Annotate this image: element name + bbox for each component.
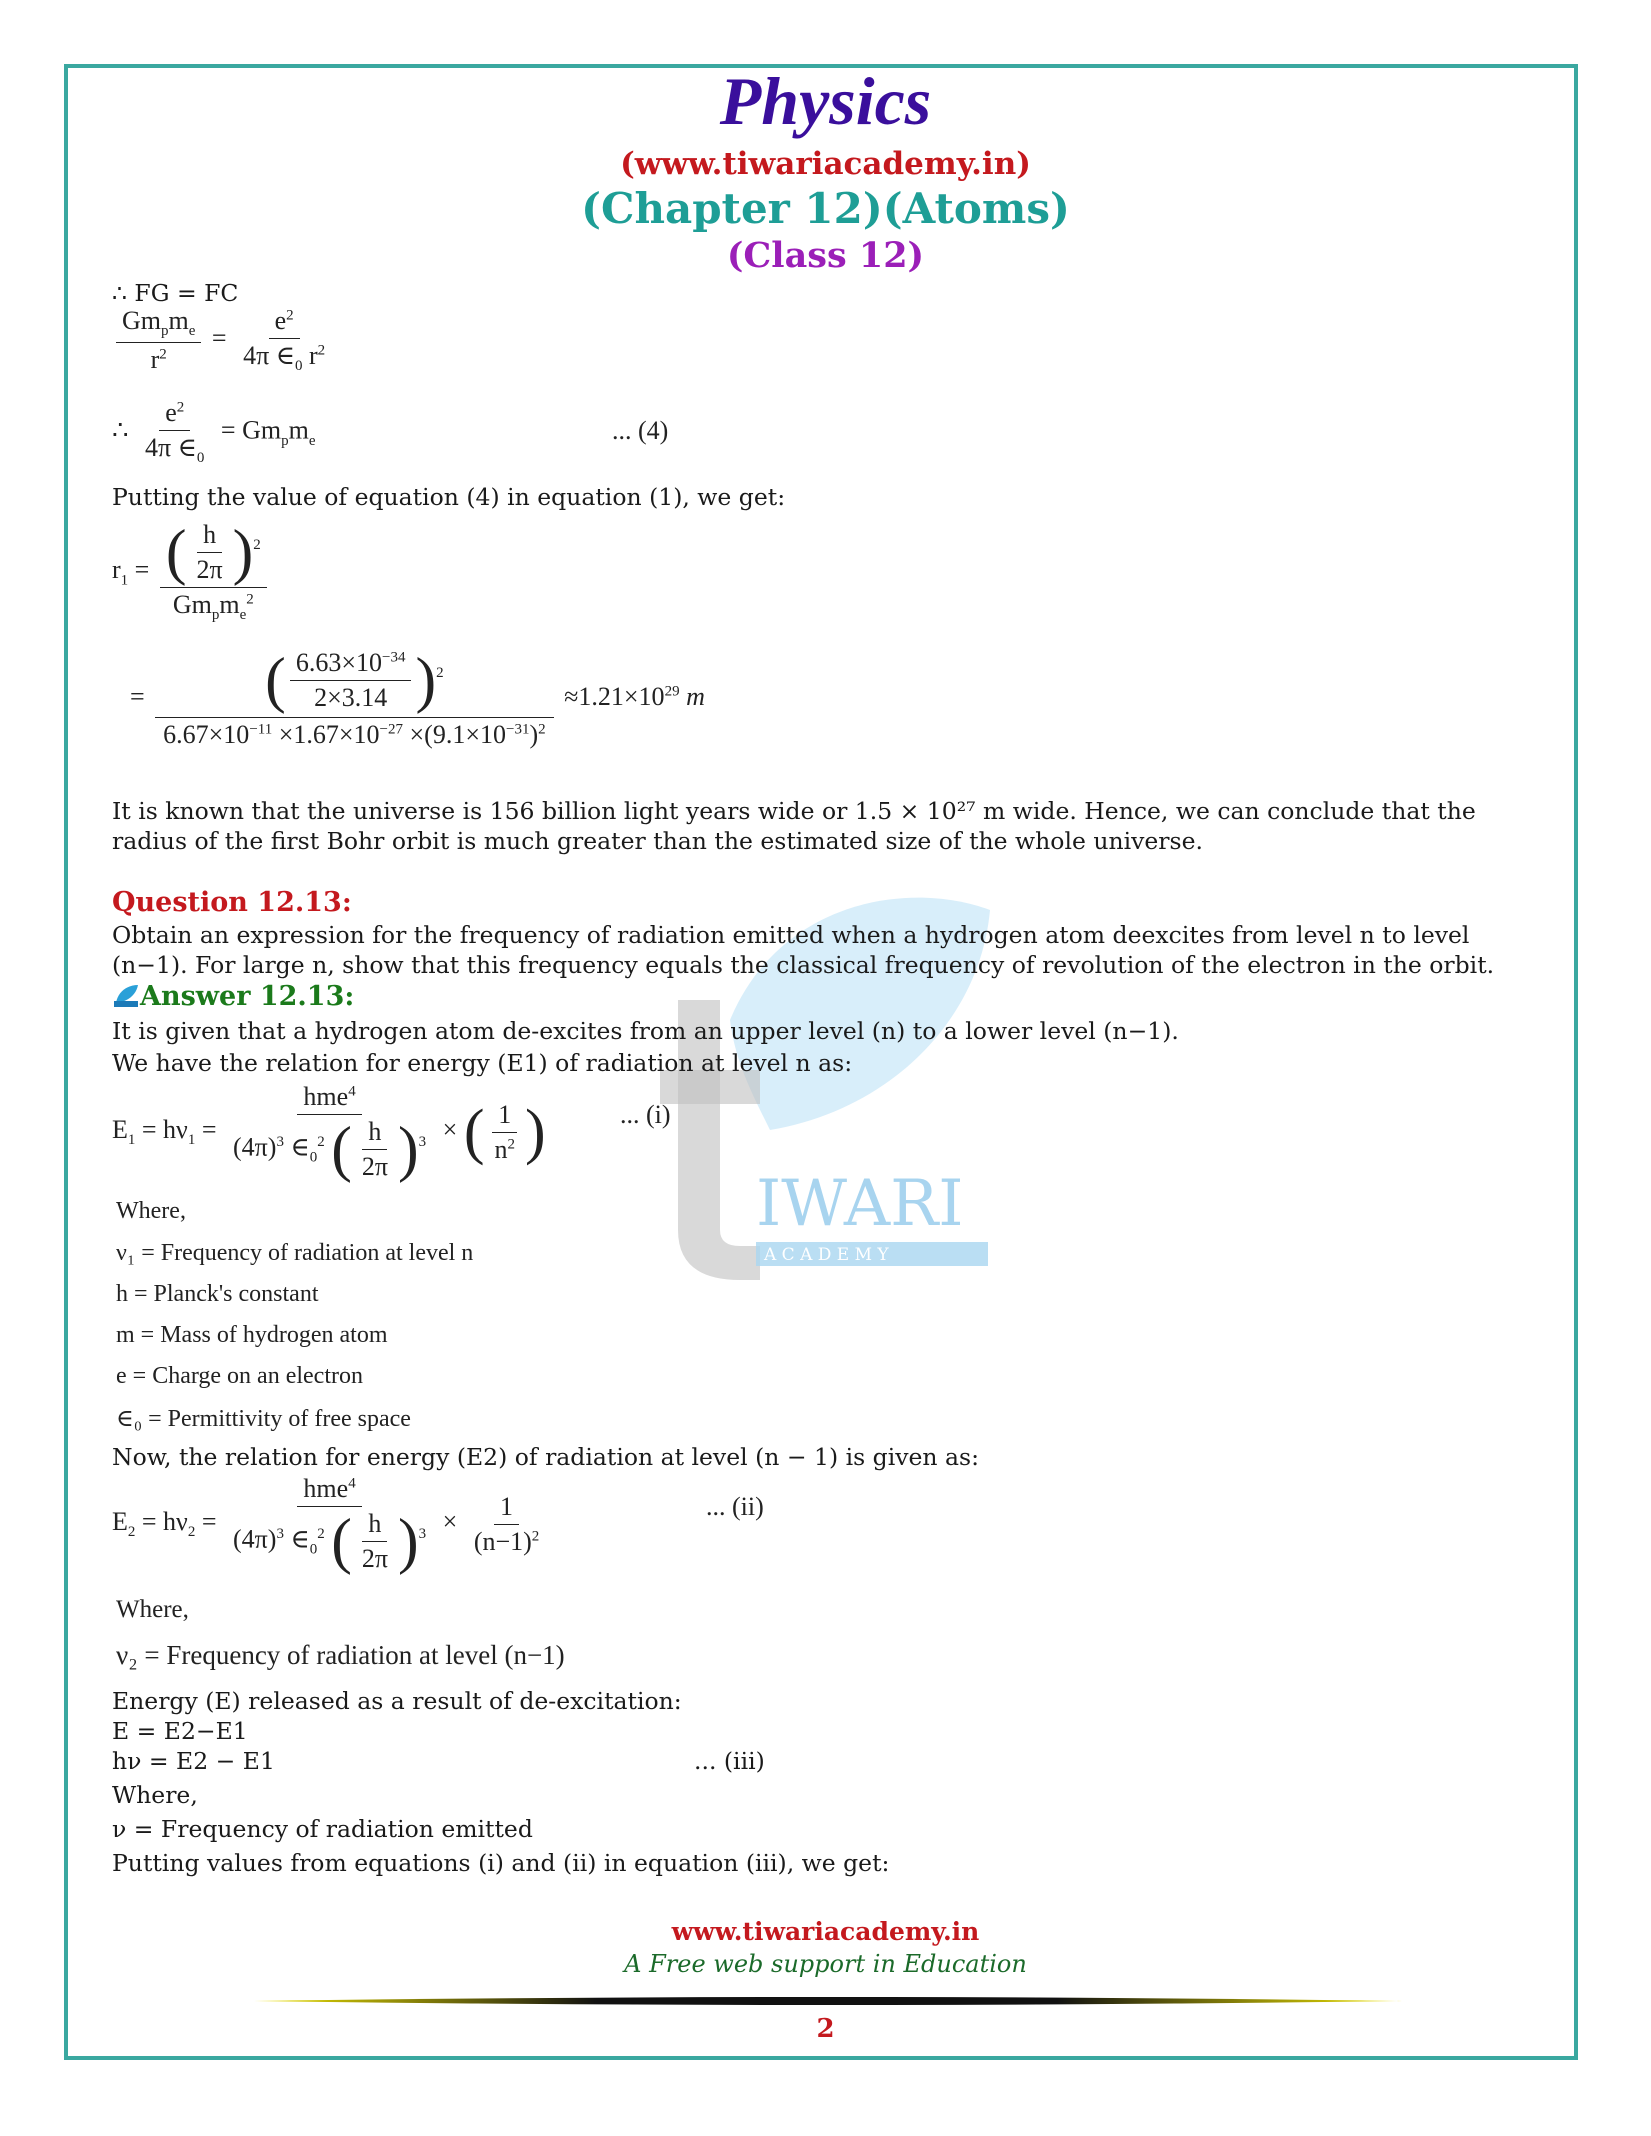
equation-ii-label: ... (ii) [706,1492,764,1521]
energy-equation: E = E2−E1 [112,1717,248,1745]
fg-equals-fc: ∴ FG = FC [112,279,239,307]
footer-divider [252,1995,1402,2007]
energy-released-text: Energy (E) released as a result of de-excitation: [112,1687,682,1715]
equation-ii: $E_2 = h\nu_2$ = hme$^4$ $(4\pi)^3$ $\in_0^2$ ( $\frac{h}{2\pi}$ )$^3$ × $\frac{1}{(n-1)^2}$ [112,1474,540,1576]
equation-4-label: ... (4) [612,416,669,445]
equation-r1-numeric: = ( $\frac{6.63\times 10^{-34}}{2\times 3.14}$ )$^2$ $6.67\times 10^{-11} \times 1.67\times 10^{-27} \times(9.1\times 10^{-31})^2$ $\approx 1.21\times 10^{29}$ m [130,646,705,749]
answer-line-2: We have the relation for energy (E1) of radiation at level n as: [112,1049,853,1077]
chapter-heading: (Chapter 12)(Atoms) [581,184,1070,233]
definition-h: h = Planck's constant [116,1281,319,1307]
r1-result-exponent: 29 [664,683,680,700]
definition-nu1: ν₁ = Frequency of radiation at level n [116,1240,474,1266]
where-label-1: Where, [116,1198,186,1224]
class-heading: (Class 12) [726,235,925,276]
putting-values-text: Putting values from equations (i) and (ii) in equation (iii), we get: [112,1849,890,1877]
equation-i-label: ... (i) [620,1100,671,1129]
definition-e: e = Charge on an electron [116,1363,363,1389]
r1-unit: m [686,681,705,711]
equation-iii-label: ... (iii) [694,1747,765,1775]
where-label-2: Where, [116,1596,189,1623]
where-label-3: Where, [112,1781,198,1809]
definition-m: m = Mass of hydrogen atom [116,1322,388,1348]
definition-nu: ν = Frequency of radiation emitted [112,1815,533,1843]
putting-4-in-1-text: Putting the value of equation (4) in equation (1), we get: [112,483,786,511]
universe-size-text: It is known that the universe is 156 billion light years wide or 1.5 × 10²⁷ m wide. Hence, we can conclude that the radius of the first Bohr orbit is much greater than the estimated size of the whole universe. [112,797,1476,855]
answer-line-1: It is given that a hydrogen atom de-excites from an upper level (n) to a lower level (n−1). [112,1017,1179,1045]
watermark-subtext: A C A D E M Y [764,1245,889,1265]
watermark-text: IWARI [756,1167,964,1241]
footer-url[interactable]: www.tiwariacademy.in [671,1917,980,1946]
question-heading: Question 12.13: [112,887,352,918]
r1-result: ≈1.21×10 [564,681,665,711]
hv-equation: hν = E2 − E1 [112,1747,275,1775]
equation-gravity-coulomb: $\frac{Gm_pm_e}{r^2}$ = $\frac{e^2}{4\pi \in_0 r^2}$ [112,306,335,375]
question-text: Obtain an expression for the frequency of radiation emitted when a hydrogen atom deexcites from level n to level (n−1). For large n, show that this frequency equals the classical frequency of revolution of the electron in the orbit. [112,921,1495,979]
answer-heading-row [112,982,354,1012]
page-number: 2 [816,2014,835,2044]
header-url[interactable]: (www.tiwariacademy.in) [620,146,1031,182]
answer-heading: Answer 12.13: [140,981,355,1012]
definition-epsilon: ∈₀ = Permittivity of free space [116,1406,411,1432]
equation-i: $E_1 = h\nu_1$ = hme$^4$ $(4\pi)^3$ $\in_0^2$ ( $\frac{h}{2\pi}$ )$^3$ × ( $\frac{1}{n^2}$ ) [112,1082,546,1184]
equation-4: ∴ $\frac{e^2}{4\pi \in_0}$ = $Gm_pm_e$ [112,398,316,467]
definition-nu2: ν₂ = Frequency of radiation at level (n−1) [116,1640,565,1670]
equation-r1: $r_1$ = ( $\frac{h}{2\pi}$ )$^2$ $Gm_pm_e^2$ [112,520,271,624]
tiwari-mini-logo-icon [112,983,140,1009]
page-title: Physics [719,63,932,139]
now-e2-text: Now, the relation for energy (E2) of radiation at level (n − 1) is given as: [112,1443,980,1471]
footer-tagline: A Free web support in Education [624,1950,1027,1978]
